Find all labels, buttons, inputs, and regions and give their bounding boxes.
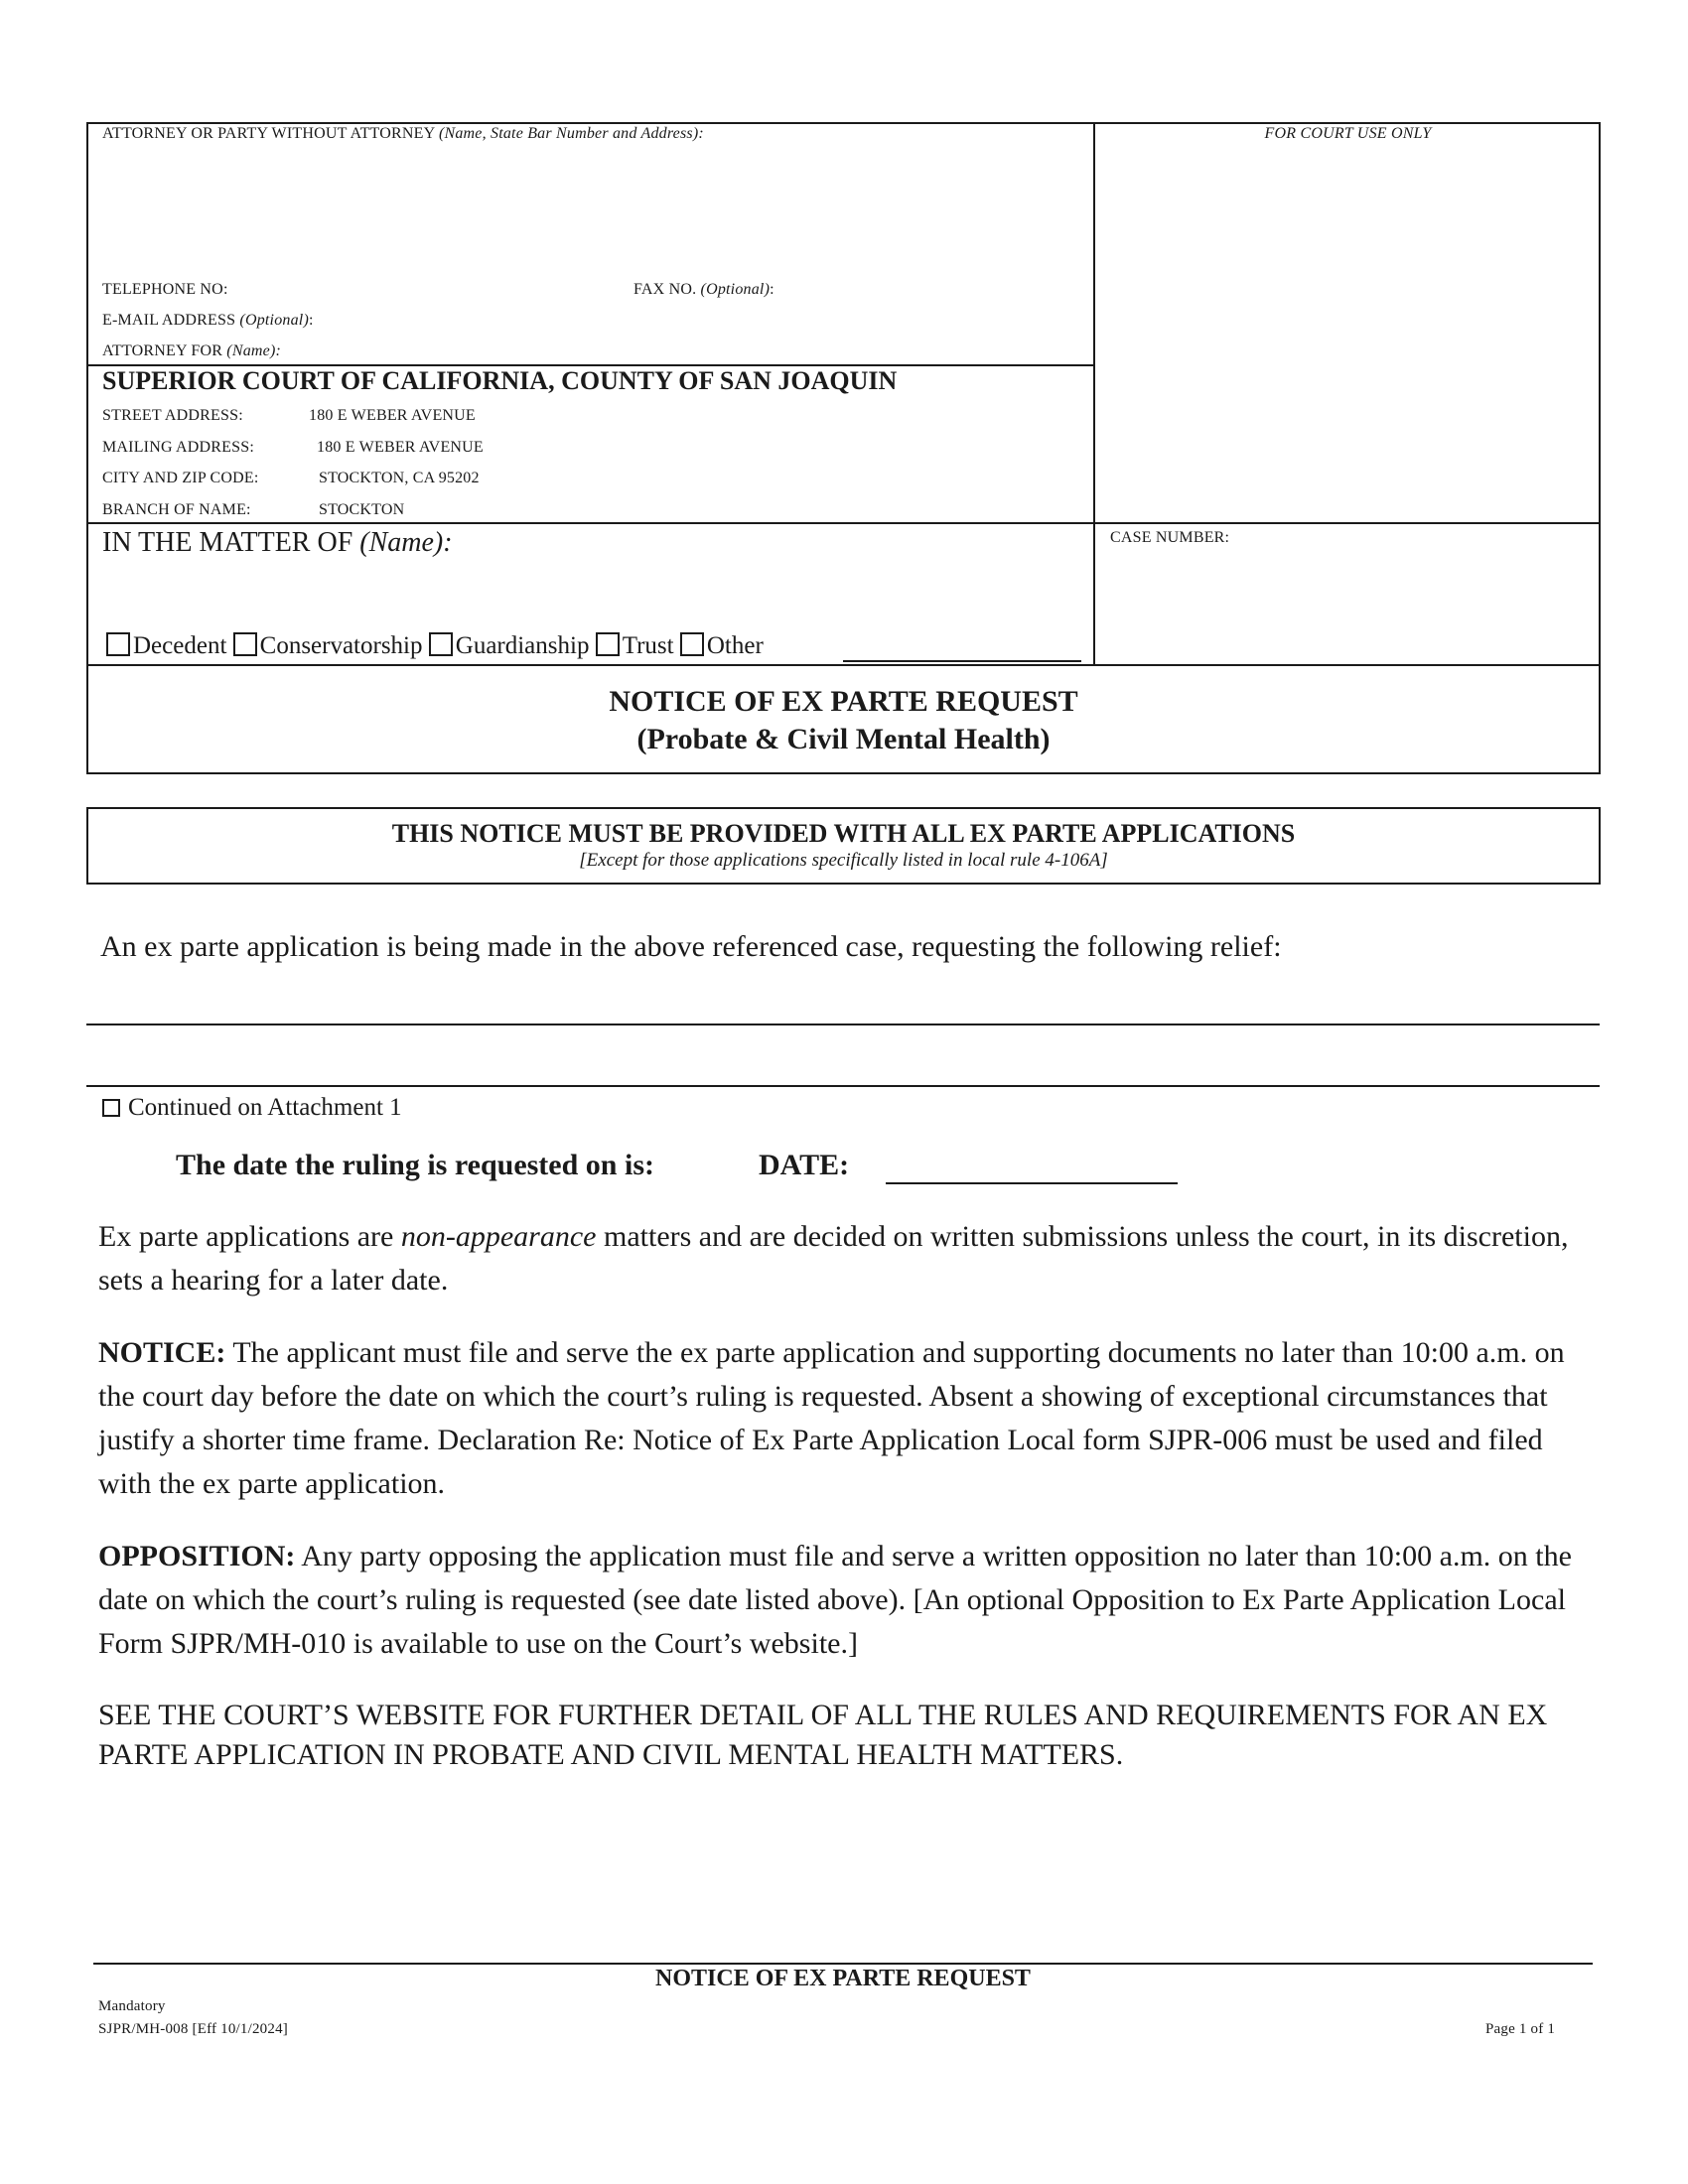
checkbox-conservatorship-label: Conservatorship: [259, 632, 423, 659]
relief-intro: An ex parte application is being made in the above referenced case, requesting the following relief:: [100, 930, 1282, 963]
checkbox-guardianship-label: Guardianship: [455, 632, 590, 659]
notice-label: NOTICE:: [98, 1336, 226, 1369]
checkbox-guardianship[interactable]: [429, 632, 590, 659]
notice-box-heading: THIS NOTICE MUST BE PROVIDED WITH ALL EX PARTE APPLICATIONS: [391, 819, 1296, 848]
para1-b: matters and are decided on written submissions unless the court, in its discretion, sets a hearing for a later date.: [98, 1220, 1569, 1297]
email-colon: :: [308, 312, 314, 329]
branch-label: BRANCH OF NAME:: [102, 501, 251, 518]
checkbox-conservatorship-box[interactable]: [233, 632, 257, 656]
form-title-line2: (Probate & Civil Mental Health): [636, 723, 1051, 755]
notice-text: The applicant must file and serve the ex parte application and supporting documents no later than 10:00 a.m. on the court day before the date on which the court’s ruling is requested. Absent a showing of exceptional circumstances that justify a shorter time frame. Declaration Re: Notice of Ex Parte Application Local form SJPR-006 must be used and filed with the ex parte application.: [98, 1336, 1565, 1500]
paragraph-opposition: [98, 1535, 1598, 1666]
checkbox-other-label: Other: [706, 632, 764, 659]
notice-box: [86, 807, 1601, 885]
checkbox-decedent-label: Decedent: [133, 632, 227, 659]
matter-label-text: IN THE MATTER OF: [102, 527, 353, 558]
branch-value: STOCKTON: [319, 501, 405, 518]
city-zip-label: CITY AND ZIP CODE:: [102, 470, 259, 486]
website-note: SEE THE COURT’S WEBSITE FOR FURTHER DETAIL OF ALL THE RULES AND REQUIREMENTS FOR AN EX PARTE APPLICATION IN PROBATE AND CIVIL MENTAL HEALTH MATTERS.: [98, 1699, 1548, 1771]
street-address-value: 180 E WEBER AVENUE: [309, 407, 476, 424]
form-title: [86, 683, 1601, 758]
notice-box-subheading: [Except for those applications specifically listed in local rule 4-106A]: [579, 850, 1108, 871]
para1-italic: non-appearance: [400, 1220, 597, 1253]
caption-box: [86, 122, 1601, 774]
other-fill-in-line[interactable]: [843, 660, 1081, 662]
footer-form-code: SJPR/MH-008 [Eff 10/1/2024]: [98, 2021, 288, 2037]
matter-section-bottom-line: [86, 664, 1601, 666]
attorney-for-hint: (Name):: [226, 342, 282, 359]
opposition-label: OPPOSITION:: [98, 1540, 296, 1572]
attorney-for-label: [102, 342, 281, 360]
continued-attachment[interactable]: [102, 1092, 402, 1124]
date-label: DATE:: [759, 1149, 850, 1181]
checkbox-guardianship-box[interactable]: [429, 632, 453, 656]
footer-title: NOTICE OF EX PARTE REQUEST: [655, 1966, 1031, 1991]
mailing-address-label: MAILING ADDRESS:: [102, 439, 254, 456]
fax-label-text: FAX NO.: [633, 281, 697, 298]
court-title: SUPERIOR COURT OF CALIFORNIA, COUNTY OF SAN JOAQUIN: [102, 366, 898, 395]
court-use-only-label: FOR COURT USE ONLY: [1264, 125, 1432, 142]
attorney-label: [102, 125, 704, 143]
footer-mandatory: Mandatory: [98, 1998, 166, 2014]
email-label: [102, 312, 314, 330]
para1-a: Ex parte applications are: [98, 1220, 401, 1253]
checkbox-decedent[interactable]: [106, 632, 226, 659]
paragraph-notice: [98, 1331, 1598, 1506]
paragraph-non-appearance: [98, 1215, 1598, 1302]
checkbox-decedent-box[interactable]: [106, 632, 130, 656]
case-type-checkboxes: [106, 632, 764, 660]
checkbox-trust-label: Trust: [622, 632, 674, 659]
form-title-line1: NOTICE OF EX PARTE REQUEST: [609, 685, 1078, 718]
fax-hint: (Optional): [700, 281, 771, 298]
caption-vertical-divider: [1093, 122, 1095, 665]
checkbox-trust-box[interactable]: [596, 632, 620, 656]
checkbox-other[interactable]: [680, 632, 764, 659]
attorney-for-text: ATTORNEY FOR: [102, 342, 223, 359]
attorney-label-hint: (Name, State Bar Number and Address):: [438, 125, 704, 142]
ruling-date-label: The date the ruling is requested on is:: [176, 1149, 654, 1181]
fax-colon: :: [770, 281, 774, 298]
attorney-label-text: ATTORNEY OR PARTY WITHOUT ATTORNEY: [102, 125, 435, 142]
street-address-label: STREET ADDRESS:: [102, 407, 243, 424]
checkbox-trust[interactable]: [596, 632, 674, 659]
relief-line-2[interactable]: [86, 1085, 1600, 1087]
ruling-date-row: [176, 1144, 654, 1187]
checkbox-other-box[interactable]: [680, 632, 704, 656]
telephone-label: TELEPHONE NO:: [102, 281, 228, 298]
opposition-text: Any party opposing the application must file and serve a written opposition no later than 10:00 a.m. on the date on which the court’s ruling is requested (see date listed above). [An optional Opposition to Ex Parte Application Local Form SJPR/MH-010 is available to use on the Court’s website.]: [98, 1540, 1572, 1660]
matter-hint: (Name):: [359, 527, 453, 558]
footer-rule: [93, 1963, 1593, 1965]
fax-label: [633, 281, 774, 299]
court-section-bottom-line: [86, 522, 1601, 524]
continued-attachment-checkbox[interactable]: [102, 1099, 120, 1117]
relief-line-1[interactable]: [86, 1024, 1600, 1025]
continued-attachment-label: Continued on Attachment 1: [128, 1094, 402, 1121]
city-zip-value: STOCKTON, CA 95202: [319, 470, 480, 486]
email-label-text: E-MAIL ADDRESS: [102, 312, 236, 329]
matter-label: [102, 527, 453, 559]
date-fill-in-line[interactable]: [886, 1182, 1178, 1184]
mailing-address-value: 180 E WEBER AVENUE: [317, 439, 484, 456]
footer-page-number: Page 1 of 1: [1485, 2021, 1556, 2037]
email-hint: (Optional): [239, 312, 309, 329]
case-number-label: CASE NUMBER:: [1110, 529, 1230, 546]
checkbox-conservatorship[interactable]: [233, 632, 423, 659]
